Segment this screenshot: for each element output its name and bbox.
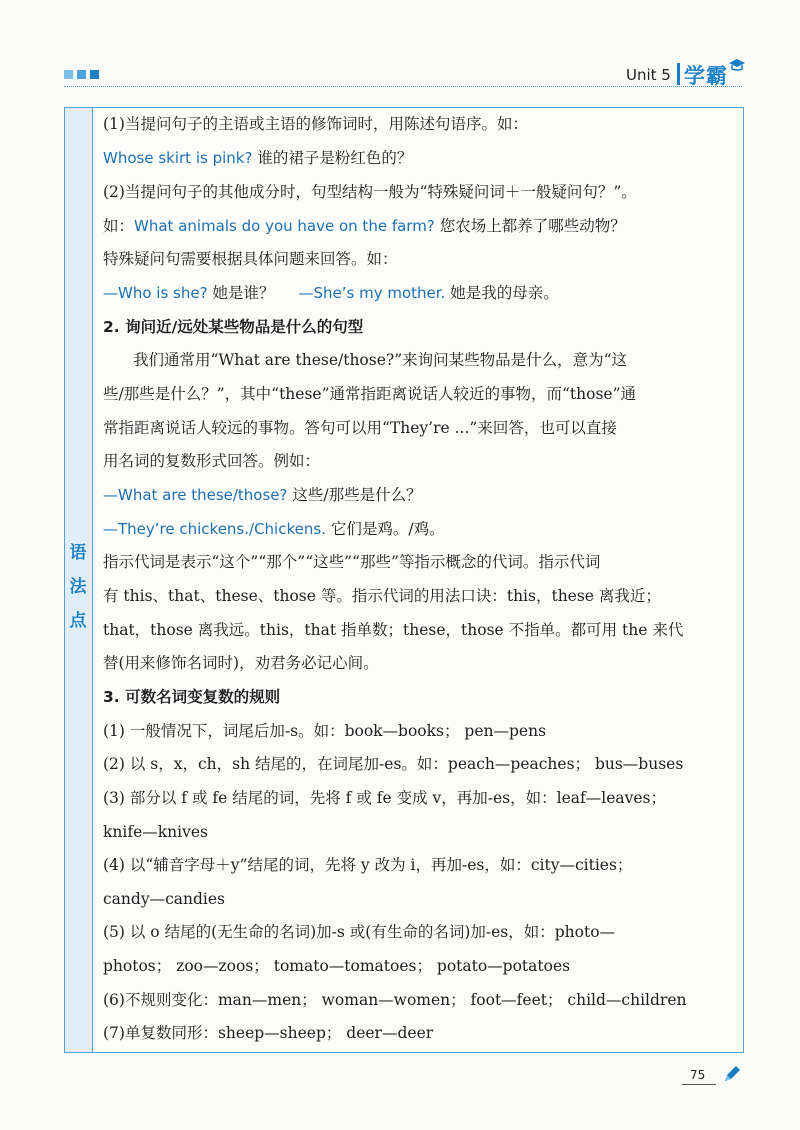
text-line: 常指距离说话人较远的事物。答句可以用“They’re ...”来回答，也可以直接 xyxy=(103,419,617,437)
text-line: (1) 一般情况下，词尾后加-s。如：book—books； pen—pens xyxy=(103,722,547,740)
text-line: (7)单复数同形：sheep—sheep； deer—deer xyxy=(103,1024,434,1042)
page-number-underline xyxy=(682,1084,716,1085)
sidebar-label xyxy=(65,536,91,638)
chinese-text: 如： xyxy=(103,217,135,235)
text-line: candy—candies xyxy=(103,890,225,908)
english-text: —What are these/those? xyxy=(103,486,288,504)
text-line: 用名词的复数形式回答。例如： xyxy=(103,452,321,470)
chinese-text: 她是我的母亲。 xyxy=(445,284,559,302)
brand-bar xyxy=(677,63,680,85)
english-text: —She’s my mother. xyxy=(298,284,446,302)
text-line: 替(用来修饰名词时)，劝君务必记心间。 xyxy=(103,654,379,672)
example-line xyxy=(103,484,422,506)
example-line xyxy=(103,147,412,169)
pencil-icon xyxy=(722,1064,742,1084)
grammar-sidebar xyxy=(65,108,93,1052)
text-line: 有 this、that、these、those 等。指示代词的用法口诀：this，these 离我近； xyxy=(103,587,661,605)
header-square-2 xyxy=(77,70,86,79)
text-line: 些/那些是什么？”，其中“these”通常指距离说话人较近的事物，而“those”通 xyxy=(103,385,637,403)
text-line: (1)当提问句子的主语或主语的修饰词时，用陈述句语序。如： xyxy=(103,115,528,133)
unit-label: Unit 5 xyxy=(626,66,671,84)
english-text: —Who is she? xyxy=(103,284,208,302)
text-line: (5) 以 o 结尾的(无生命的名词)加-s 或(有生命的名词)加-es，如：photo— xyxy=(103,923,616,941)
header-squares xyxy=(64,70,99,79)
brand-logo: 学霸 xyxy=(684,64,728,88)
english-text: What animals do you have on the farm? xyxy=(134,217,435,235)
graduation-cap-icon xyxy=(728,58,746,72)
text-line: knife—knives xyxy=(103,823,208,841)
text-line: that，those 离我远。this，that 指单数；these，those 不指单。都可用 the 来代 xyxy=(103,621,684,639)
text-line: photos； zoo—zoos； tomato—tomatoes； potato—potatoes xyxy=(103,957,571,975)
sidebar-char-2: 法 xyxy=(69,577,87,597)
chinese-text: 您农场上都养了哪些动物？ xyxy=(434,217,626,235)
english-text: Whose skirt is pink? xyxy=(103,149,253,167)
page-number: 75 xyxy=(690,1068,706,1082)
example-line xyxy=(103,215,626,237)
text-line: 特殊疑问句需要根据具体问题来回答。如： xyxy=(103,250,398,268)
section-heading: 2. 询问近/远处某些物品是什么的句型 xyxy=(103,318,364,336)
header-square-1 xyxy=(64,70,73,79)
section-heading: 3. 可数名词变复数的规则 xyxy=(103,688,281,706)
chinese-text: 它们是鸡。/鸡。 xyxy=(325,520,445,538)
sidebar-char-1: 语 xyxy=(69,543,87,563)
header-dotted-line xyxy=(64,86,742,87)
text-line: (2) 以 s，x，ch，sh 结尾的，在词尾加-es。如：peach—peaches； bus—buses xyxy=(103,755,684,773)
text-line: (4) 以“辅音字母＋y”结尾的词，先将 y 改为 i，再加-es，如：city—cities； xyxy=(103,856,633,874)
english-text: —They’re chickens./Chickens. xyxy=(103,520,326,538)
chinese-text: 谁的裙子是粉红色的？ xyxy=(252,149,413,167)
text-line: 指示代词是表示“这个”“那个”“这些”“那些”等指示概念的代词。指示代词 xyxy=(103,553,601,571)
paragraph-first-line: 我们通常用“What are these/those?”来询问某些物品是什么，意为“这 xyxy=(133,351,628,369)
text-line: (2)当提问句子的其他成分时，句型结构一般为“特殊疑问词＋一般疑问句？”。 xyxy=(103,183,637,201)
chinese-text: 这些/那些是什么？ xyxy=(287,486,422,504)
sidebar-char-3: 点 xyxy=(69,611,87,631)
header-square-3 xyxy=(90,70,99,79)
text-line: (6)不规则变化：man—men； woman—women； foot—feet； child—children xyxy=(103,991,687,1009)
dialogue-line xyxy=(103,282,559,304)
chinese-text: 她是谁？ xyxy=(207,284,275,302)
text-line: (3) 部分以 f 或 fe 结尾的词，先将 f 或 fe 变成 v，再加-es，如：leaf—leaves； xyxy=(103,789,667,807)
grammar-box xyxy=(64,107,744,1053)
example-line xyxy=(103,518,445,540)
